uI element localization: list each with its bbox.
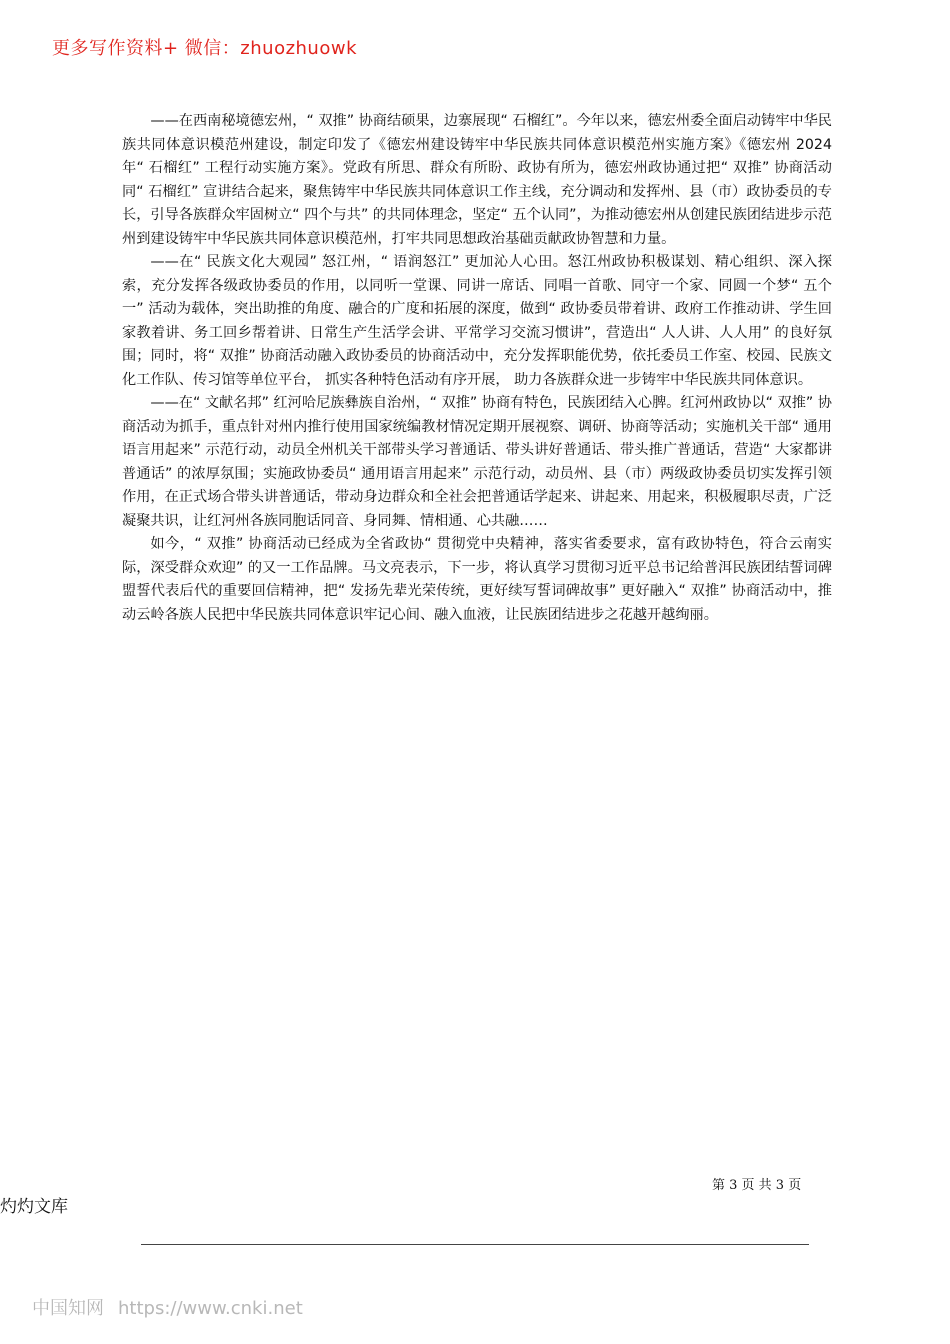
library-name: 灼灼文库 (0, 1197, 68, 1217)
watermark-url: https://www.cnki.net (118, 1298, 303, 1319)
paragraph-conclusion: 如今，“ 双推” 协商活动已经成为全省政协“ 贯彻党中央精神，落实省委要求，富有政协特色，符合云南实际，深受群众欢迎” 的又一工作品牌。马文亮表示，下一步，将认真学习贯彻习近平总书记给普洱民族团结誓词碑盟誓代表后代的重要回信精神，把“ 发扬先辈光荣传统，更好续写誓词碑故事” 更好融入“ 双推” 协商活动中，推动云岭各族人民把中华民族共同体意识牢记心间、融入血液，让民族团结进步之花越开越绚丽。 (122, 536, 832, 623)
footer-divider (141, 1244, 809, 1245)
paragraph-nujiang: ——在“ 民族文化大观园” 怒江州，“ 语润怒江” 更加沁人心田。怒江州政协积极谋划、精心组织、深入探索，充分发挥各级政协委员的作用，以同听一堂课、同讲一席话、同唱一首歌、同守一个家、同圆一个梦“ 五个一” 活动为载体，突出助推的角度、融合的广度和拓展的深度，做到“ 政协委员带着讲、政府工作推动讲、学生回家教着讲、务工回乡帮着讲、日常生产生活学会讲、平常学习交流习惯讲”，营造出“ 人人讲、人人用” 的良好氛围；同时，将“ 双推” 协商活动融入政协委员的协商活动中，充分发挥职能优势，依托委员工作室、校园、民族文化工作队、传习馆等单位平台， 抓实各种特色活动有序开展， 助力各族群众进一步铸牢中华民族共同体意识。 (122, 254, 832, 388)
promo-header: 更多写作资料+ 微信：zhuozhuowk (52, 38, 358, 59)
page-number: 第 3 页 共 3 页 (712, 1178, 802, 1193)
cnki-watermark (32, 1294, 303, 1320)
paragraph-honghe: ——在“ 文献名邦” 红河哈尼族彝族自治州，“ 双推” 协商有特色，民族团结入心脾。红河州政协以“ 双推” 协商活动为抓手，重点针对州内推行使用国家统编教材情况定期开展视察、调研、协商等活动；实施机关干部“ 通用语言用起来” 示范行动，动员全州机关干部带头学习普通话、带头讲好普通话、带头推广普通话，营造“ 大家都讲普通话” 的浓厚氛围；实施政协委员“ 通用语言用起来” 示范行动，动员州、县（市）两级政协委员切实发挥引领作用，在正式场合带头讲普通话，带动身边群众和全社会把普通话学起来、讲起来、用起来，积极履职尽责，广泛凝聚共识，让红河州各族同胞话同音、身同舞、情相通、心共融…… (122, 395, 832, 529)
article-body (122, 110, 832, 627)
paragraph-dehong: ——在西南秘境德宏州，“ 双推” 协商结硕果，边寨展现“ 石榴红”。今年以来，德宏州委全面启动铸牢中华民族共同体意识模范州建设，制定印发了《德宏州建设铸牢中华民族共同体意识模范州实施方案》《德宏州 2024 年“ 石榴红” 工程行动实施方案》。党政有所思、群众有所盼、政协有所为，德宏州政协通过把“ 双推” 协商活动同“ 石榴红” 宣讲结合起来，聚焦铸牢中华民族共同体意识工作主线，充分调动和发挥州、县（市）政协委员的专长，引导各族群众牢固树立“ 四个与共” 的共同体理念，坚定“ 五个认同”，为推动德宏州从创建民族团结进步示范州到建设铸牢中华民族共同体意识模范州，打牢共同思想政治基础贡献政协智慧和力量。 (122, 113, 832, 247)
watermark-site: 中国知网 (32, 1298, 104, 1319)
